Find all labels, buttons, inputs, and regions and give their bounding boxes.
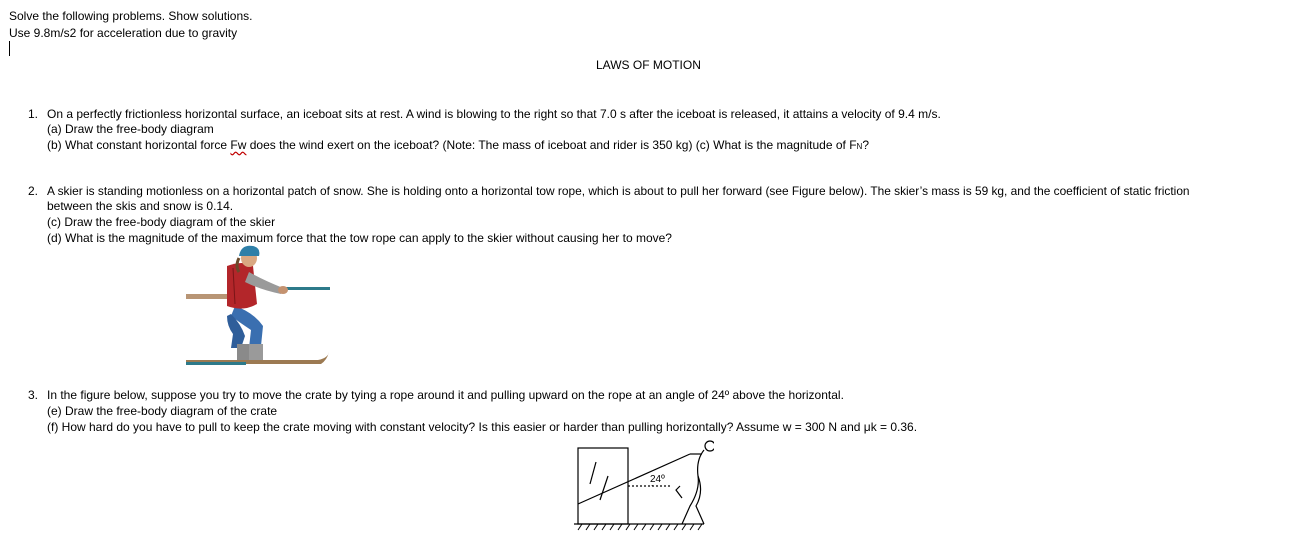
problem-2-number: 2. bbox=[28, 184, 39, 198]
problem-3-part-f: (f) How hard do you have to pull to keep the crate moving with constant velocity? Is this easier or harder than pulling horizontally? Assume w = 300 N and μk = 0.36. bbox=[47, 420, 918, 434]
problem-2-part-d: (d) What is the magnitude of the maximum force that the tow rope can apply to the skier without causing her to move? bbox=[47, 231, 672, 245]
problem-1-statement: On a perfectly frictionless horizontal surface, an iceboat sits at rest. A wind is blowing to the right so that 7.0 s after the iceboat is released, it attains a velocity of 9.4 m/s. bbox=[47, 107, 941, 121]
problem-1-part-b-mid: does the wind exert on the iceboat? (Note: The mass of iceboat and rider is 350 kg) (c) What is the magnitude of F bbox=[246, 138, 857, 152]
crate-figure bbox=[572, 436, 714, 536]
problem-3-number: 3. bbox=[28, 388, 39, 402]
problem-1-part-a: (a) Draw the free-body diagram bbox=[47, 122, 214, 136]
problem-1-part-b-text: (b) What constant horizontal force bbox=[47, 138, 231, 152]
problem-2-part-c: (c) Draw the free-body diagram of the skier bbox=[47, 215, 276, 229]
page-title: LAWS OF MOTION bbox=[596, 58, 701, 72]
fw-symbol: Fw bbox=[230, 138, 247, 152]
instructions-line-2: Use 9.8m/s2 for acceleration due to gravity bbox=[9, 26, 238, 40]
problem-2-statement: A skier is standing motionless on a horizontal patch of snow. She is holding onto a horizontal tow rope, which is about to pull her forward (see Figure below). The skier’s mass is 59 kg, and the coefficient of static friction bbox=[47, 184, 1190, 198]
fn-subscript: N bbox=[856, 142, 863, 151]
problem-3-part-e: (e) Draw the free-body diagram of the crate bbox=[47, 404, 278, 418]
problem-1-part-b bbox=[47, 138, 869, 152]
angle-label: 24º bbox=[650, 474, 665, 485]
problem-2-statement-cont: between the skis and snow is 0.14. bbox=[47, 199, 234, 213]
instructions-line-1: Solve the following problems. Show solutions. bbox=[9, 9, 253, 23]
text-cursor bbox=[9, 41, 10, 56]
problem-3-statement: In the figure below, suppose you try to move the crate by tying a rope around it and pulling upward on the rope at an angle of 24º above the horizontal. bbox=[47, 388, 844, 402]
skier-figure bbox=[183, 244, 333, 370]
problem-1-number: 1. bbox=[28, 107, 39, 121]
problem-1-part-b-end: ? bbox=[862, 138, 869, 152]
